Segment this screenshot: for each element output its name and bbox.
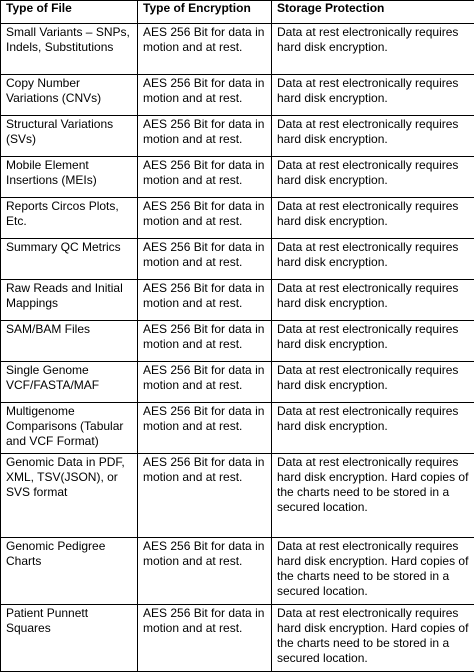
table-row bbox=[1, 280, 474, 321]
header-storage-protection: Storage Protection bbox=[272, 1, 474, 24]
cell-file-type: Summary QC Metrics bbox=[1, 239, 138, 280]
cell-encryption: AES 256 Bit for data in motion and at rest. bbox=[138, 280, 272, 321]
cell-file-type: Raw Reads and Initial Mappings bbox=[1, 280, 138, 321]
table-row bbox=[1, 24, 474, 75]
cell-encryption: AES 256 Bit for data in motion and at rest. bbox=[138, 321, 272, 362]
table-row bbox=[1, 454, 474, 538]
cell-storage-protection: Data at rest electronically requires hard disk encryption. bbox=[272, 239, 474, 280]
cell-storage-protection: Data at rest electronically requires hard disk encryption. bbox=[272, 157, 474, 198]
cell-encryption: AES 256 Bit for data in motion and at rest. bbox=[138, 538, 272, 605]
cell-file-type: Mobile Element Insertions (MEIs) bbox=[1, 157, 138, 198]
cell-file-type: Structural Variations (SVs) bbox=[1, 116, 138, 157]
cell-file-type: Genomic Pedigree Charts bbox=[1, 538, 138, 605]
cell-encryption: AES 256 Bit for data in motion and at rest. bbox=[138, 403, 272, 454]
cell-file-type: Patient Punnett Squares bbox=[1, 605, 138, 672]
cell-encryption: AES 256 Bit for data in motion and at rest. bbox=[138, 605, 272, 672]
table-row bbox=[1, 75, 474, 116]
header-type-of-file: Type of File bbox=[1, 1, 138, 24]
table-row bbox=[1, 362, 474, 403]
cell-storage-protection: Data at rest electronically requires hard disk encryption. bbox=[272, 116, 474, 157]
cell-file-type: Small Variants – SNPs, Indels, Substitutions bbox=[1, 24, 138, 75]
header-row bbox=[1, 1, 474, 24]
cell-encryption: AES 256 Bit for data in motion and at rest. bbox=[138, 454, 272, 538]
cell-file-type: Multigenome Comparisons (Tabular and VCF Format) bbox=[1, 403, 138, 454]
table-body bbox=[1, 24, 474, 672]
cell-encryption: AES 256 Bit for data in motion and at rest. bbox=[138, 116, 272, 157]
header-type-of-encryption: Type of Encryption bbox=[138, 1, 272, 24]
table-header bbox=[1, 1, 474, 24]
cell-storage-protection: Data at rest electronically requires hard disk encryption. bbox=[272, 198, 474, 239]
cell-storage-protection: Data at rest electronically requires hard disk encryption. Hard copies of the charts need to be stored in a secured location. bbox=[272, 454, 474, 538]
cell-storage-protection: Data at rest electronically requires hard disk encryption. Hard copies of the charts need to be stored in a secured location. bbox=[272, 605, 474, 672]
cell-storage-protection: Data at rest electronically requires hard disk encryption. bbox=[272, 321, 474, 362]
cell-encryption: AES 256 Bit for data in motion and at rest. bbox=[138, 198, 272, 239]
table-row bbox=[1, 157, 474, 198]
cell-storage-protection: Data at rest electronically requires hard disk encryption. bbox=[272, 75, 474, 116]
cell-file-type: SAM/BAM Files bbox=[1, 321, 138, 362]
cell-encryption: AES 256 Bit for data in motion and at rest. bbox=[138, 362, 272, 403]
cell-file-type: Genomic Data in PDF, XML, TSV(JSON), or SVS format bbox=[1, 454, 138, 538]
cell-encryption: AES 256 Bit for data in motion and at rest. bbox=[138, 157, 272, 198]
cell-storage-protection: Data at rest electronically requires hard disk encryption. bbox=[272, 280, 474, 321]
cell-storage-protection: Data at rest electronically requires hard disk encryption. bbox=[272, 403, 474, 454]
cell-encryption: AES 256 Bit for data in motion and at rest. bbox=[138, 75, 272, 116]
cell-encryption: AES 256 Bit for data in motion and at rest. bbox=[138, 239, 272, 280]
cell-file-type: Single Genome VCF/FASTA/MAF bbox=[1, 362, 138, 403]
table-row bbox=[1, 538, 474, 605]
table-row bbox=[1, 239, 474, 280]
cell-storage-protection: Data at rest electronically requires hard disk encryption. bbox=[272, 24, 474, 75]
cell-storage-protection: Data at rest electronically requires hard disk encryption. bbox=[272, 362, 474, 403]
table-row bbox=[1, 321, 474, 362]
table-row bbox=[1, 605, 474, 672]
cell-file-type: Reports Circos Plots, Etc. bbox=[1, 198, 138, 239]
cell-storage-protection: Data at rest electronically requires hard disk encryption. Hard copies of the charts need to be stored in a secured location. bbox=[272, 538, 474, 605]
cell-encryption: AES 256 Bit for data in motion and at rest. bbox=[138, 24, 272, 75]
table-row bbox=[1, 198, 474, 239]
table-row bbox=[1, 403, 474, 454]
cell-file-type: Copy Number Variations (CNVs) bbox=[1, 75, 138, 116]
table-row bbox=[1, 116, 474, 157]
